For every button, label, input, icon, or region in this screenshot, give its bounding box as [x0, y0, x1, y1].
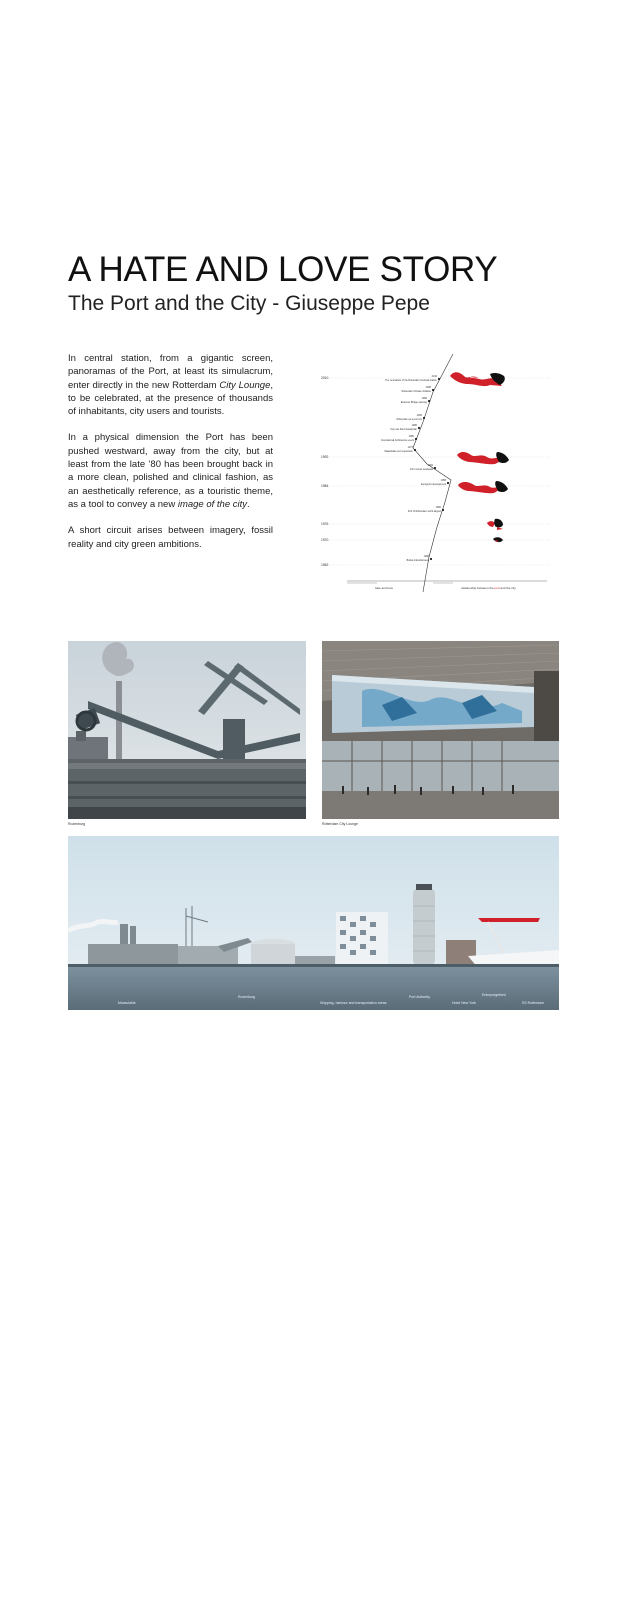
timeline-entry-year: 1996 — [421, 397, 427, 400]
timeline-entry-year: 2008 — [425, 386, 431, 389]
panorama-photo — [68, 836, 559, 1010]
panorama-label: Hotel New York — [452, 1001, 476, 1005]
timeline-left-year: 1984 — [321, 484, 329, 488]
timeline-entry-text: Rotterdam as a port city — [396, 418, 422, 421]
timeline-entry-text: Port moves westward — [410, 468, 433, 471]
timeline-entry-year: 1962 — [427, 464, 433, 467]
timeline-left-year: 1962 — [321, 563, 329, 567]
paragraph-2: In a physical dimension the Port has been pushed westward, away from the city, but at least from the late ’80 has been brought back in a more clean, polished and clinical fashion, as an aesthetically reference, as a touristic theme, as a tool to convey a new image of the city. — [68, 432, 273, 510]
timeline-entry-text: Botlek industrial area — [406, 559, 429, 562]
panorama-label: Shipping, harbour and transportation areas — [320, 1001, 387, 1005]
photo-port-crane — [68, 641, 306, 819]
timeline-entry-year: 2013 — [431, 375, 437, 378]
timeline-entry-year: 1966 — [435, 506, 441, 509]
timeline-diagram — [315, 352, 560, 597]
timeline-entry-text: International Architecture event — [381, 439, 414, 442]
photo-city-lounge — [322, 641, 559, 819]
timeline-entry-year: 1977 — [407, 446, 413, 449]
timeline-entry-text: Rotterdam Climate Initiative — [401, 390, 431, 393]
timeline-left-year: 1992 — [321, 455, 329, 459]
paragraph-3: A short circuit arises between imagery, fossil reality and city green ambitions. — [68, 525, 273, 550]
timeline-entry-text: Maasvlakte port expansion — [384, 450, 413, 453]
port-silhouette-1976 — [487, 519, 503, 530]
timeline-entry-year: 1993 — [416, 414, 422, 417]
panorama-label: Rozenburg — [238, 995, 256, 999]
port-silhouette-1984 — [458, 481, 508, 493]
paragraph-1: In central station, from a gigantic screen, panoramas of the Port, at least its simulacrum, enter directly in the new Rotterdam City Lounge, to be celebrated, at the presence of thousands of inhabitants, city users and tourists. — [68, 353, 273, 418]
timeline-left-year: 1976 — [321, 522, 329, 526]
timeline-entry-text: Europoort development — [421, 483, 446, 486]
timeline-entry-text: The renovation of the Rotterdam Centraal station — [385, 379, 437, 382]
photo-left-caption: Rozenburg — [68, 822, 86, 826]
panorama-label: Entrepotgebied — [482, 993, 506, 997]
page-subtitle: The Port and the City - Giuseppe Pepe — [68, 292, 430, 315]
photo-right-caption: Rotterdam City Lounge — [322, 822, 358, 826]
panorama-label: Port Authority — [409, 995, 431, 999]
timeline-entry-text: Port of Rotterdam world largest — [407, 510, 441, 513]
panorama-label: Maasvlakte — [118, 1001, 136, 1005]
port-silhouette-1970 — [493, 537, 503, 542]
port-silhouette-2010 — [450, 372, 505, 386]
timeline-entry-text: Erasmus Bridge opening — [400, 401, 427, 404]
axis-label-left: hate and love — [375, 586, 394, 590]
timeline-entry-text: Kop van Zuid masterplan — [390, 428, 417, 431]
timeline-entry-year: 1986 — [411, 424, 417, 427]
axis-label-right: relationship between the port and the city — [461, 586, 516, 590]
timeline-entry-year: 1958 — [440, 479, 446, 482]
body-text — [68, 352, 273, 564]
page-title: A HATE AND LOVE STORY — [68, 250, 498, 289]
timeline-left-year: 2010 — [321, 376, 329, 380]
port-silhouette-1992 — [457, 452, 509, 464]
panorama-label: SS Rotterdam — [522, 1001, 544, 1005]
timeline-entry-year: 1968 — [423, 555, 429, 558]
timeline-entry-year: 1980 — [408, 435, 414, 438]
timeline-left-year: 1970 — [321, 538, 329, 542]
